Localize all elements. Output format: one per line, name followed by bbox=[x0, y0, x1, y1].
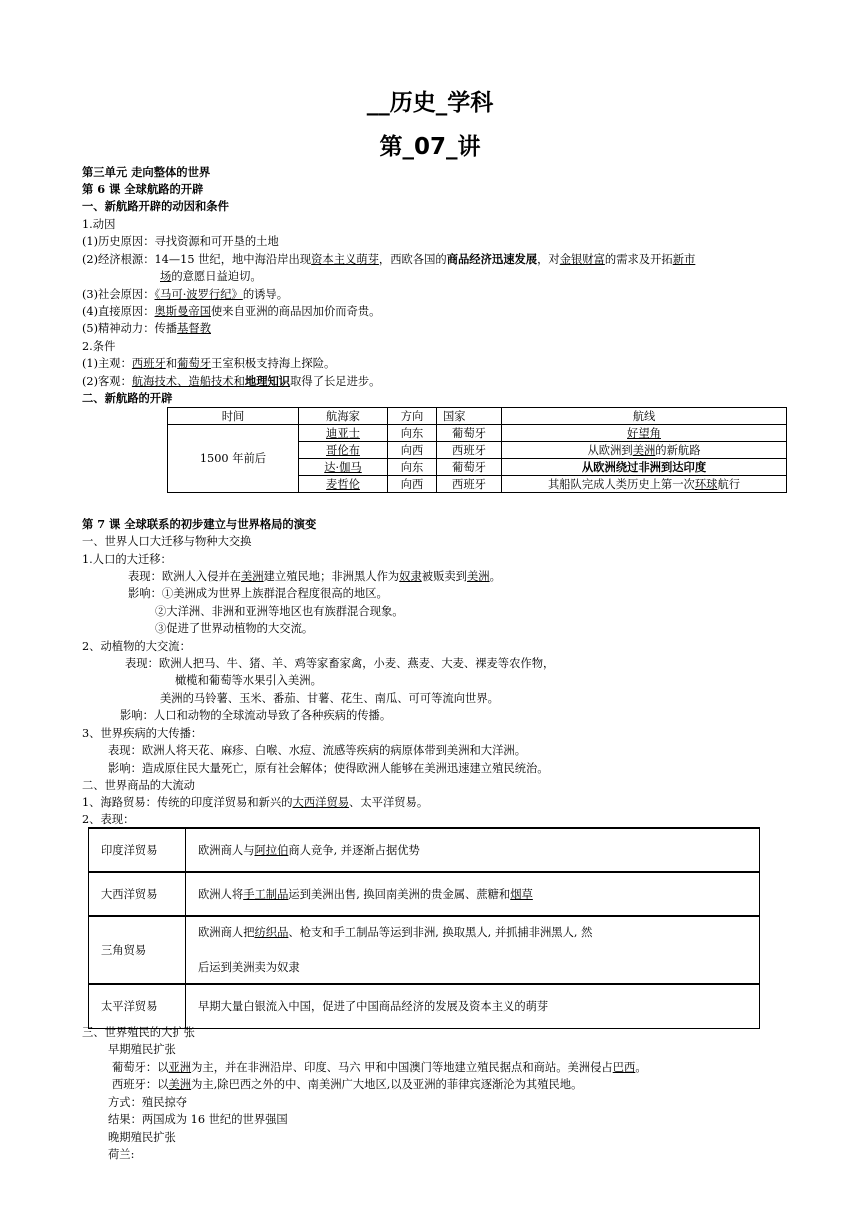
text-line: 表现：欧洲人把马、牛、猪、羊、鸡等家畜家禽，小麦、燕麦、大麦、裸麦等农作物， bbox=[125, 657, 555, 670]
country-cell: 葡萄牙 bbox=[437, 425, 502, 442]
navigator-cell: 达·伽马 bbox=[299, 459, 388, 476]
voyage-table bbox=[167, 407, 787, 493]
trade-name-cell: 太平洋贸易 bbox=[89, 984, 186, 1028]
trade-table bbox=[88, 827, 760, 1029]
country-cell: 西班牙 bbox=[437, 442, 502, 459]
text-line: 影响：人口和动物的全球流动导致了各种疾病的传播。 bbox=[120, 709, 392, 722]
subheading: 2、动植物的大交流： bbox=[82, 640, 191, 653]
direction-cell: 向西 bbox=[388, 476, 437, 493]
text-line: 影响：造成原住民大量死亡，原有社会解体；使得欧洲人能够在美洲迅速建立殖民统治。 bbox=[108, 762, 549, 775]
header-cell: 国家 bbox=[437, 408, 502, 425]
text-line: 表现：欧洲人将天花、麻疹、白喉、水痘、流感等疾病的病原体带到美洲和大洋洲。 bbox=[108, 744, 526, 757]
text-line: 场的意愿日益迫切。 bbox=[160, 270, 262, 283]
text-line: 荷兰: bbox=[108, 1148, 135, 1161]
section-heading: 二、新航路的开辟 bbox=[82, 391, 173, 405]
text-line: 西班牙：以美洲为主,除巴西之外的中、南美洲广大地区,以及亚洲的菲律宾逐渐沦为其殖民地。 bbox=[112, 1078, 583, 1091]
text-line: (3)社会原因：《马可·波罗行纪》的诱导。 bbox=[82, 288, 289, 301]
lecture-title: 第_07_讲 bbox=[379, 134, 481, 160]
lesson6-heading: 第 6 课 全球航路的开辟 bbox=[82, 182, 204, 196]
text-line: ②大洋洲、非洲和亚洲等地区也有族群混合现象。 bbox=[155, 605, 404, 618]
time-cell: 1500 年前后 bbox=[168, 425, 299, 493]
header-cell: 方向 bbox=[388, 408, 437, 425]
country-cell: 西班牙 bbox=[437, 476, 502, 493]
lesson7-heading: 第 7 课 全球联系的初步建立与世界格局的演变 bbox=[82, 517, 317, 531]
table-header-row bbox=[168, 408, 787, 425]
text-line: 葡萄牙：以亚洲为主，并在非洲沿岸、印度、马六 甲和中国澳门等地建立殖民据点和商站。美洲侵占巴西。 bbox=[112, 1061, 647, 1074]
text-line: (2)客观：航海技术、造船技术和地理知识取得了长足进步。 bbox=[82, 374, 381, 388]
direction-cell: 向西 bbox=[388, 442, 437, 459]
table-row bbox=[89, 872, 760, 916]
text-line: (1)主观：西班牙和葡萄牙王室积极支持海上探险。 bbox=[82, 357, 336, 370]
text-line: 影响：①美洲成为世界上族群混合程度很高的地区。 bbox=[128, 587, 388, 600]
text-line: (5)精神动力：传播基督教 bbox=[82, 322, 211, 335]
text-line: 早期殖民扩张 bbox=[108, 1043, 176, 1056]
trade-name-cell: 三角贸易 bbox=[89, 916, 186, 984]
trade-desc-cell: 欧洲人将手工制品运到美洲出售, 换回南美洲的贵金属、蔗糖和烟草 bbox=[186, 872, 760, 916]
table-row bbox=[89, 828, 760, 872]
header-cell: 航线 bbox=[502, 408, 787, 425]
trade-name-cell: 大西洋贸易 bbox=[89, 872, 186, 916]
subheading: 1.人口的大迁移： bbox=[82, 553, 172, 566]
text-line: 晚期殖民扩张 bbox=[108, 1131, 176, 1144]
route-cell: 从欧洲到美洲的新航路 bbox=[502, 442, 787, 459]
text-line: 橄榄和葡萄等水果引入美洲。 bbox=[175, 674, 322, 687]
trade-desc-cell: 早期大量白银流入中国，促进了中国商品经济的发展及资本主义的萌芽 bbox=[186, 984, 760, 1028]
route-cell: 从欧洲绕过非洲到达印度 bbox=[502, 459, 787, 476]
header-cell: 航海家 bbox=[299, 408, 388, 425]
navigator-cell: 麦哲伦 bbox=[299, 476, 388, 493]
table-row bbox=[168, 425, 787, 442]
country-cell: 葡萄牙 bbox=[437, 459, 502, 476]
text-line: 1、海路贸易：传统的印度洋贸易和新兴的大西洋贸易、太平洋贸易。 bbox=[82, 796, 429, 809]
direction-cell: 向东 bbox=[388, 425, 437, 442]
route-cell: 好望角 bbox=[502, 425, 787, 442]
subheading: 3、世界疾病的大传播： bbox=[82, 727, 203, 740]
text-line: 结果：两国成为 16 世纪的世界强国 bbox=[108, 1113, 288, 1126]
text-line: (4)直接原因：奥斯曼帝国使来自亚洲的商品因加价而奇贵。 bbox=[82, 305, 381, 318]
subject-title: __历史_学科 bbox=[366, 90, 494, 116]
text-line: 表现：欧洲人入侵并在美洲建立殖民地；非洲黑人作为奴隶被贩卖到美洲。 bbox=[128, 570, 501, 583]
subheading: 2、表现： bbox=[82, 813, 135, 826]
subheading: 1.动因 bbox=[82, 218, 116, 231]
text-line: 方式：殖民掠夺 bbox=[108, 1096, 188, 1109]
direction-cell: 向东 bbox=[388, 459, 437, 476]
trade-name-cell: 印度洋贸易 bbox=[89, 828, 186, 872]
route-cell: 其船队完成人类历史上第一次环球航行 bbox=[502, 476, 787, 493]
text-line: (2)经济根源：14—15 世纪，地中海沿岸出现资本主义萌芽，西欧各国的商品经济迅速发展，对金银财富的需求及开拓新市 bbox=[82, 252, 696, 266]
table-row bbox=[89, 984, 760, 1028]
trade-desc-cell: 欧洲商人与阿拉伯商人竞争, 并逐渐占据优势 bbox=[186, 828, 760, 872]
text-line: ③促进了世界动植物的大交流。 bbox=[155, 622, 314, 635]
section-heading: 一、新航路开辟的动因和条件 bbox=[82, 199, 229, 213]
section-heading: 二、世界商品的大流动 bbox=[82, 779, 195, 792]
trade-desc-cell: 欧洲商人把纺织品、枪支和手工制品等运到非洲, 换取黑人, 并抓捕非洲黑人, 然 后运到美洲卖为奴隶 bbox=[186, 916, 760, 984]
section-heading: 三、世界殖民的大扩张 bbox=[82, 1026, 195, 1039]
unit-heading: 第三单元 走向整体的世界 bbox=[82, 165, 211, 179]
text-line: (1)历史原因：寻找资源和可开垦的土地 bbox=[82, 235, 279, 248]
table-row bbox=[89, 916, 760, 984]
navigator-cell: 哥伦布 bbox=[299, 442, 388, 459]
section-heading: 一、世界人口大迁移与物种大交换 bbox=[82, 535, 252, 548]
text-line: 美洲的马铃薯、玉米、番茄、甘薯、花生、南瓜、可可等流向世界。 bbox=[160, 692, 499, 705]
navigator-cell: 迪亚士 bbox=[299, 425, 388, 442]
subheading: 2.条件 bbox=[82, 340, 116, 353]
header-cell: 时间 bbox=[168, 408, 299, 425]
